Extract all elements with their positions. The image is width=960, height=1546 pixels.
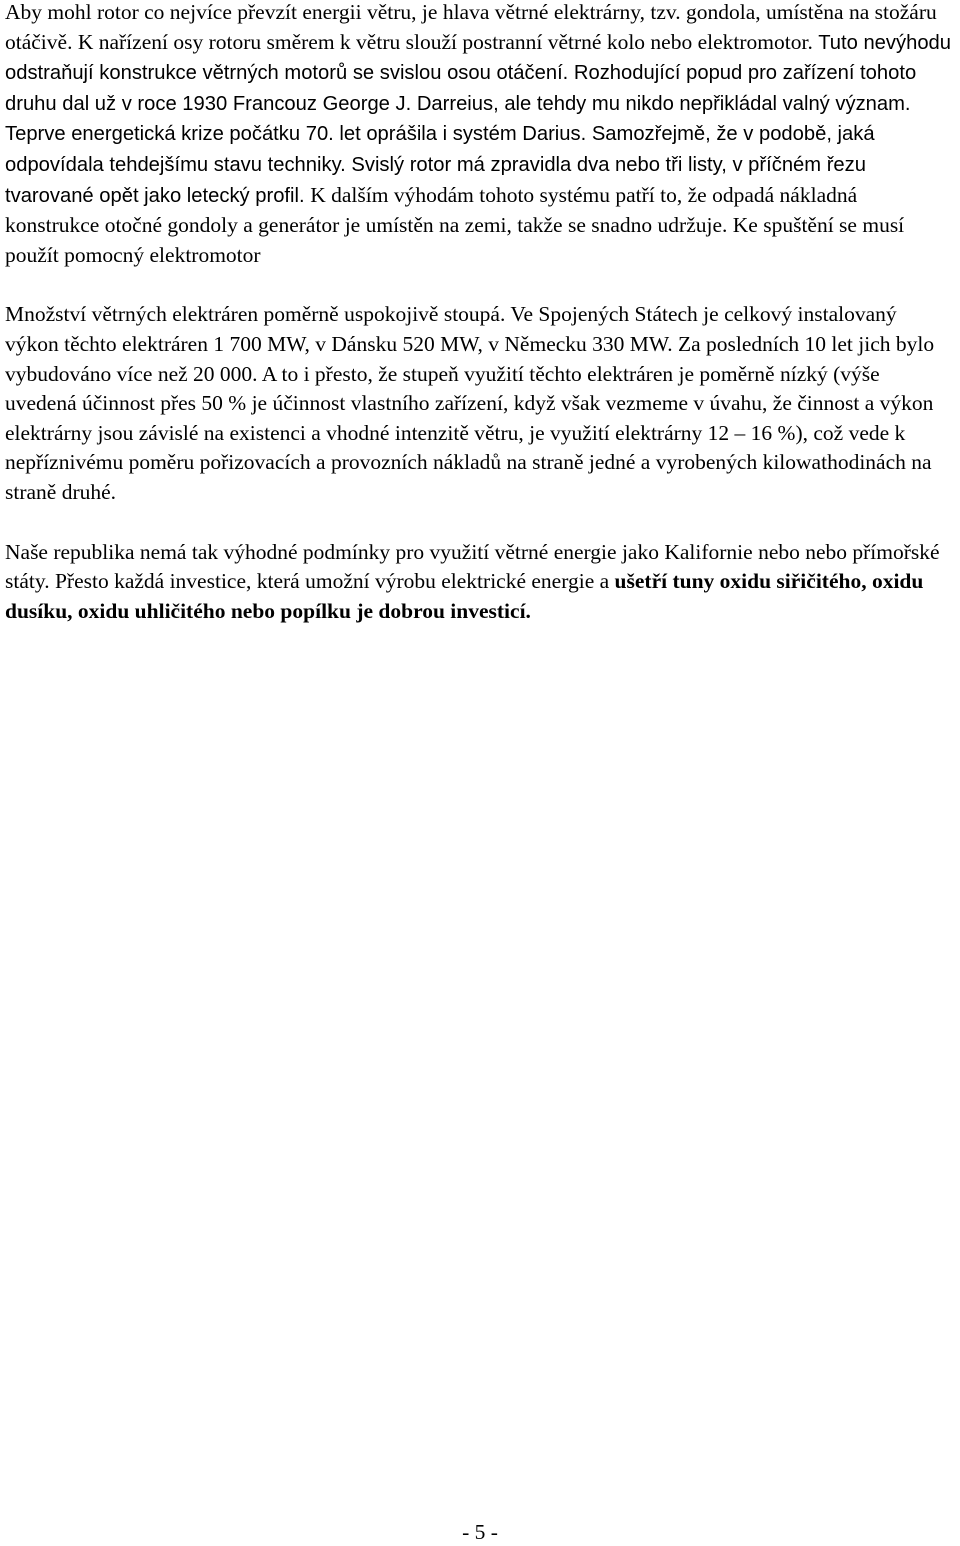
paragraph-rotor-construction: [5, 0, 955, 270]
text-system-advantages: K dalším výhodám tohoto systému patří to, že odpadá nákladná konstrukce otočné gondoly a generátor je umístěn na zemi, takže se snadno udržuje. Ke spuštění se musí použít pomocný elektromotor: [5, 182, 905, 267]
text-investment-emphasis: ušetří tuny oxidu siřičitého, oxidu dusíku, oxidu uhličitého nebo popílku je dobrou investicí.: [5, 569, 924, 623]
text-vertical-axis-darrieus: Tuto nevýhodu odstraňují konstrukce větrných motorů se svislou osou otáčení. Rozhodující popud pro zařízení tohoto druhu dal už v roce 1930 Francouz George J. Darreius, ale tehdy mu nikdo nepřikládal valný význam. Teprve energetická krize počátku 70. let oprášila i systém Darius. Samozřejmě, že v podobě, jaká odpovídala tehdejšímu stavu techniky. Svislý rotor má zpravidla dva nebo tři listy, v příčném řezu tvarované opět jako letecký profil.: [5, 31, 952, 207]
document-page: [5, 0, 955, 626]
text-local-conditions: Naše republika nemá tak výhodné podmínky pro využití větrné energie jako Kalifornie nebo nebo přímořské státy. Přesto každá investice, která umožní výrobu elektrické energie a: [5, 539, 940, 594]
paragraph-czech-republic: [5, 538, 955, 627]
page-number: - 5 -: [462, 1520, 498, 1544]
paragraph-installed-capacity: [5, 300, 955, 507]
text-gondola-orientation: Aby mohl rotor co nejvíce převzít energii větru, je hlava větrné elektrárny, tzv. gondola, umístěna na stožáru otáčivě. K nařízení osy rotoru směrem k větru slouží postranní větrné kolo nebo elektromotor.: [5, 0, 937, 54]
text-capacity-statistics: Množství větrných elektráren poměrně uspokojivě stoupá. Ve Spojených Státech je celkový instalovaný výkon těchto elektráren 1 700 MW, v Dánsku 520 MW, v Německu 330 MW. Za posledních 10 let jich bylo vybudováno více než 20 000. A to i přesto, že stupeň využití těchto elektráren je poměrně nízký (výše uvedená účinnost přes 50 % je účinnost vlastního zařízení, když však vezmeme v úvahu, že činnost a výkon elektrárny jsou závislé na existenci a vhodné intenzitě větru, je využití elektrárny 12 – 16 %), což vede k nepříznivému poměru pořizovacích a provozních nákladů na straně jedné a vyrobených kilowathodinách na straně druhé.: [5, 302, 935, 504]
